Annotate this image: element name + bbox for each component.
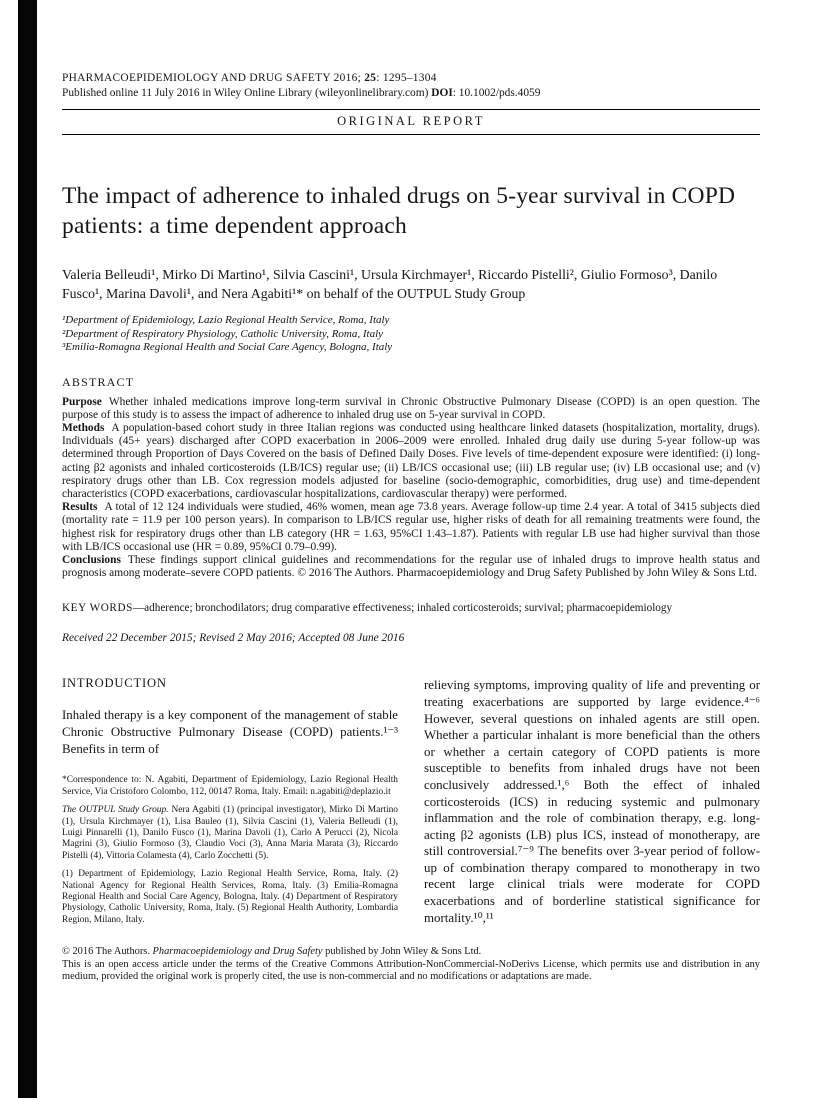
left-column <box>62 670 398 926</box>
abstract-conclusions-label: Conclusions <box>62 553 121 566</box>
published-online-line <box>62 87 760 99</box>
doi-label: DOI <box>431 87 453 99</box>
footnotes-block <box>62 765 398 926</box>
abstract-methods-text: A population-based cohort study in three Italian regions was conducted using healthcare linked datasets (hospitalization, mortality, drugs). Individuals (45+ years) discharged after COPD exacerbation in 2006–2009 were enrolled. Inhaled drug daily use during 5-year follow-up was determined through Proportion of Days Covered on the basis of Defined Daily Doses. Five levels of time-dependent exposure were identified: (i) long-acting β2 agonists and inhaled corticosteroids (LB/ICS) regular use; (ii) LB/ICS occasional use; (iii) LB regular use; (iv) LB occasional use; and (v) respiratory drugs other than LB. Cox regression models adjusted for baseline (socio-demographic, comorbidities, drug use) and time-dependent characteristics (COPD exacerbations, cardiovascular hospitalizations, cardiovascular therapy) were performed. <box>62 421 760 500</box>
study-group-members: Nera Agabiti (1) (principal investigator), Mirko Di Martino (1), Ursula Kirchmayer (1), Lisa Bauleo (1), Silvia Cascini (1), Valeria Belleudi (1), Luigi Pinnarelli (1), Danilo Fusco (1), Marina Davoli (1), Carlo A Perucci (2), Nicola Magrini (3), Giulio Formoso (3), Claudio Voci (3), Anna Maria Marata (3), Riccardo Pistelli (4), Vittoria Colamesta (4), Carlo Zocchetti (5). <box>62 805 398 861</box>
keywords-list: —adherence; bronchodilators; drug comparative effectiveness; inhaled corticosteroids; survival; pharmacoepidemiology <box>132 602 673 615</box>
affiliation-3: ³Emilia-Romagna Regional Health and Social Care Agency, Bologna, Italy <box>62 341 393 353</box>
page-footer <box>62 946 760 984</box>
affiliation-2: ²Department of Respiratory Physiology, Catholic University, Roma, Italy <box>62 327 384 340</box>
abstract-purpose <box>62 396 760 422</box>
journal-name-italic: Pharmacoepidemiology and Drug Safety <box>152 946 323 958</box>
page-content <box>62 0 760 984</box>
abstract-methods-label: Methods <box>62 421 105 434</box>
journal-citation <box>62 72 760 84</box>
right-column <box>424 670 760 926</box>
abstract-purpose-text: Whether inhaled medications improve long-term survival in Chronic Obstructive Pulmonary Disease (COPD) is an open question. The purpose of this study is to assess the impact of adherence to inhaled drug use on 5-year survival in COPD. <box>62 395 760 421</box>
affiliation-1: ¹Department of Epidemiology, Lazio Regional Health Service, Roma, Italy <box>62 314 390 326</box>
published-online-pre: Published online 11 July 2016 in Wiley Online Library (wileyonlinelibrary.com) <box>62 87 432 99</box>
article-history: Received 22 December 2015; Revised 2 May 2016; Accepted 08 June 2016 <box>62 632 405 645</box>
copyright-line <box>62 946 760 959</box>
abstract-body <box>62 396 760 581</box>
abstract-results-label: Results <box>62 501 98 514</box>
study-group-name: The OUTPUL Study Group. <box>62 805 169 816</box>
copyright-post: published by John Wiley & Sons Ltd. <box>322 946 482 958</box>
introduction-paragraph: Inhaled therapy is a key component of the management of stable Chronic Obstructive Pulmonary Disease (COPD) patients.¹⁻³ Benefits in term of <box>62 708 398 756</box>
original-report-label: ORIGINAL REPORT <box>337 114 485 128</box>
journal-header <box>62 0 760 99</box>
affiliations <box>62 314 760 355</box>
article-title: The impact of adherence to inhaled drugs on 5-year survival in COPD patients: a time dependent approach <box>62 183 736 239</box>
author-list: Valeria Belleudi¹, Mirko Di Martino¹, Silvia Cascini¹, Ursula Kirchmayer¹, Riccardo Pistelli², Giulio Formoso³, Danilo Fusco¹, Marina Davoli¹, and Nera Agabiti¹* on behalf of the OUTPUL Study Group <box>62 267 718 301</box>
study-group-affiliations: (1) Department of Epidemiology, Lazio Regional Health Service, Roma, Italy. (2) National Agency for Regional Health Services, Roma, Italy. (3) Emilia-Romagna Regional Health and Social Care Agency, Bologna, Italy. (4) Department of Respiratory Physiology, Catholic University, Roma, Italy. (5) Regional Health Authority, Lombardia Region, Milano, Italy. <box>62 869 398 925</box>
keywords-label: KEY WORDS <box>62 602 133 615</box>
copyright-pre: © 2016 The Authors. <box>62 946 153 958</box>
correspondence-note: *Correspondence to: N. Agabiti, Department of Epidemiology, Lazio Regional Health Service, Via Cristoforo Colombo, 112, 00147 Roma, Italy. Email: n.agabiti@deplazio.it <box>62 775 398 797</box>
introduction-continued-paragraph: relieving symptoms, improving quality of life and preventing or treating exacerbations are supported by large evidence.⁴⁻⁶ However, several questions on inhaled agents are still open. Whether a particular inhalant is more beneficial than the others or whether a certain category of COPD patients is more susceptible to benefits from inhaled drugs have not been conclusively addressed.¹,⁶ Both the effect of inhaled corticosteroids (ICS) in reducing systemic and pulmonary inflammation and the role of combination therapy, e.g. long-acting β2 agonists (LB) plus ICS, instead of monotherapy, are still controversial.⁷⁻⁹ The benefits over 3-year period of follow-up of combination therapy compared to monotherapy in two recent large clinical trials were moderate for COPD exacerbations and of borderline statistical significance for mortality.¹⁰,¹¹ <box>424 678 760 925</box>
abstract-purpose-label: Purpose <box>62 395 102 408</box>
abstract-heading: ABSTRACT <box>62 374 135 389</box>
journal-citation-pages: : 1295–1304 <box>376 72 437 84</box>
introduction-heading: INTRODUCTION <box>62 676 167 691</box>
abstract-results-text: A total of 12 124 individuals were studied, 46% women, mean age 73.8 years. Average follow-up time 2.4 year. A total of 3415 subjects died (mortality rate = 11.9 per 100 person years). In comparison to LB/ICS regular use, higher risks of death for all remaining treatments were found, the highest risk for respiratory drugs other than LB category (HR = 1.63, 95%CI 1.43–1.87). Patients with regular LB use had higher survival than those with LB/ICS occasional use (HR = 0.89, 95%CI 0.79–0.99). <box>62 501 760 553</box>
abstract-results <box>62 501 760 554</box>
journal-volume: 25 <box>364 72 377 84</box>
license-note: This is an open access article under the terms of the Creative Commons Attribution-NonCommercial-NoDerivs License, which permits use and distribution in any medium, provided the original work is properly cited, the use is non-commercial and no modifications or adaptations are made. <box>62 958 760 983</box>
journal-citation-pre: PHARMACOEPIDEMIOLOGY AND DRUG SAFETY 2016; <box>62 72 365 84</box>
study-group-note <box>62 805 398 862</box>
keywords-line <box>62 602 760 614</box>
doi-value: : 10.1002/pds.4059 <box>452 87 541 99</box>
scan-edge-artifact <box>18 0 37 1098</box>
two-column-body <box>62 670 760 926</box>
abstract-conclusions <box>62 554 760 580</box>
abstract-conclusions-text: These findings support clinical guidelines and recommendations for the regular use of inhaled drugs to improve health status and prognosis among moderate–severe COPD patients. © 2016 The Authors. Pharmacoepidemiology and Drug Safety Published by John Wiley & Sons Ltd. <box>62 553 760 580</box>
original-report-banner <box>62 109 760 135</box>
abstract-methods <box>62 422 760 501</box>
